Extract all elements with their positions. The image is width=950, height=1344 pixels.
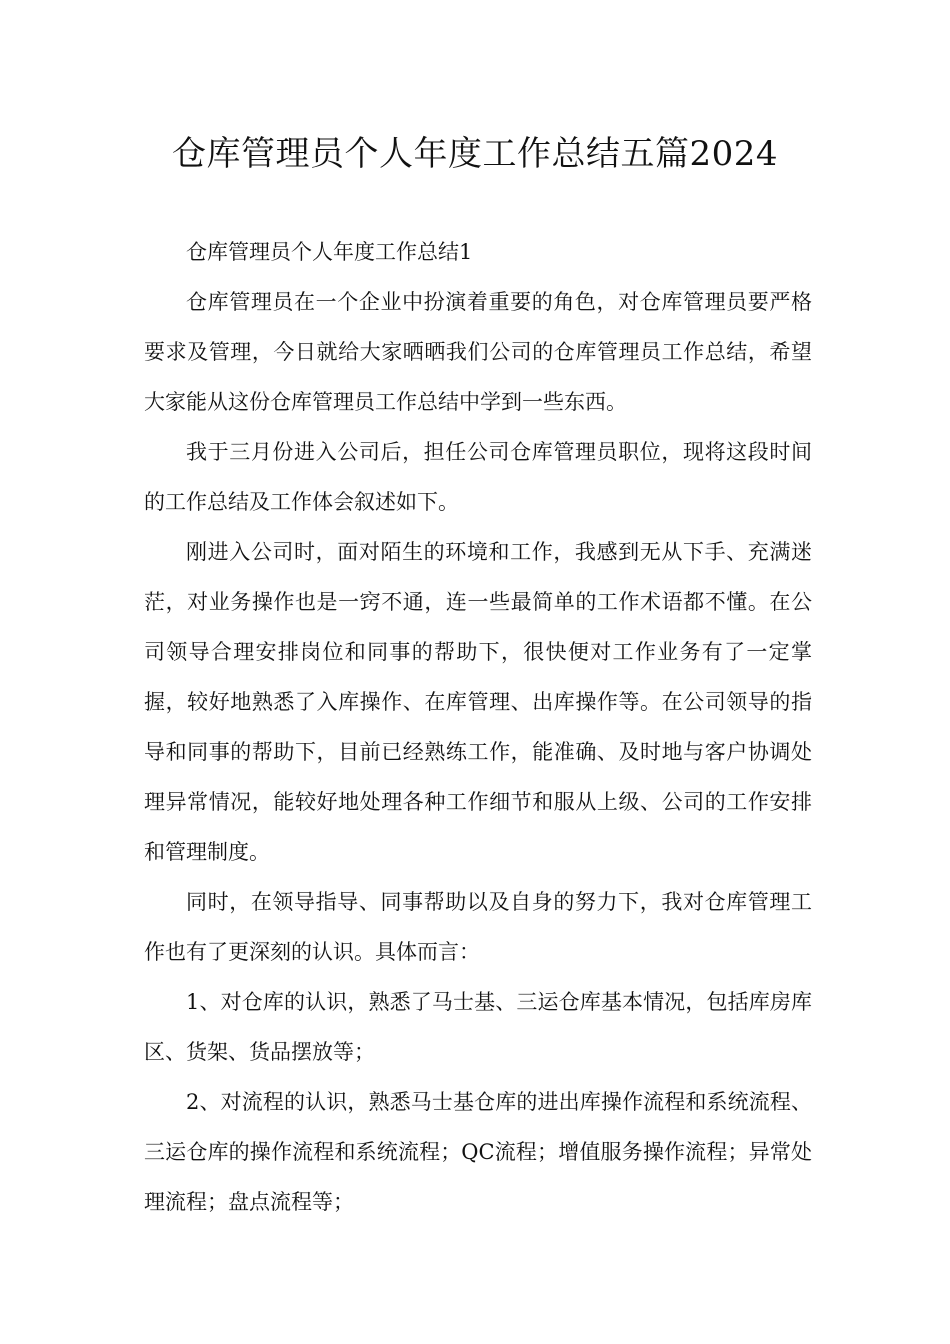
document-body: [144, 227, 812, 1227]
list-item-warehouse: 1、对仓库的认识，熟悉了马士基、三运仓库基本情况，包括库房库区、货架、货品摆放等；: [144, 990, 812, 1064]
section-heading: 仓库管理员个人年度工作总结1: [186, 240, 473, 264]
list-item-process: 2、对流程的认识，熟悉马士基仓库的进出库操作流程和系统流程、三运仓库的操作流程和系统流程；QC流程；增值服务操作流程；异常处理流程；盘点流程等；: [144, 1090, 812, 1214]
paragraph-experience: 刚进入公司时，面对陌生的环境和工作，我感到无从下手、充满迷茫，对业务操作也是一窍不通，连一些最简单的工作术语都不懂。在公司领导合理安排岗位和同事的帮助下，很快便对工作业务有了一定掌握，较好地熟悉了入库操作、在库管理、出库操作等。在公司领导的指导和同事的帮助下，目前已经熟练工作，能准确、及时地与客户协调处理异常情况，能较好地处理各种工作细节和服从上级、公司的工作安排和管理制度。: [144, 540, 812, 864]
paragraph-position: 我于三月份进入公司后，担任公司仓库管理员职位，现将这段时间的工作总结及工作体会叙述如下。: [144, 440, 812, 514]
paragraph-intro: 仓库管理员在一个企业中扮演着重要的角色，对仓库管理员要严格要求及管理，今日就给大家晒晒我们公司的仓库管理员工作总结，希望大家能从这份仓库管理员工作总结中学到一些东西。: [144, 290, 812, 414]
document-title: 仓库管理员个人年度工作总结五篇2024: [171, 134, 779, 174]
paragraph-understanding: 同时，在领导指导、同事帮助以及自身的努力下，我对仓库管理工作也有了更深刻的认识。具体而言：: [144, 890, 812, 964]
